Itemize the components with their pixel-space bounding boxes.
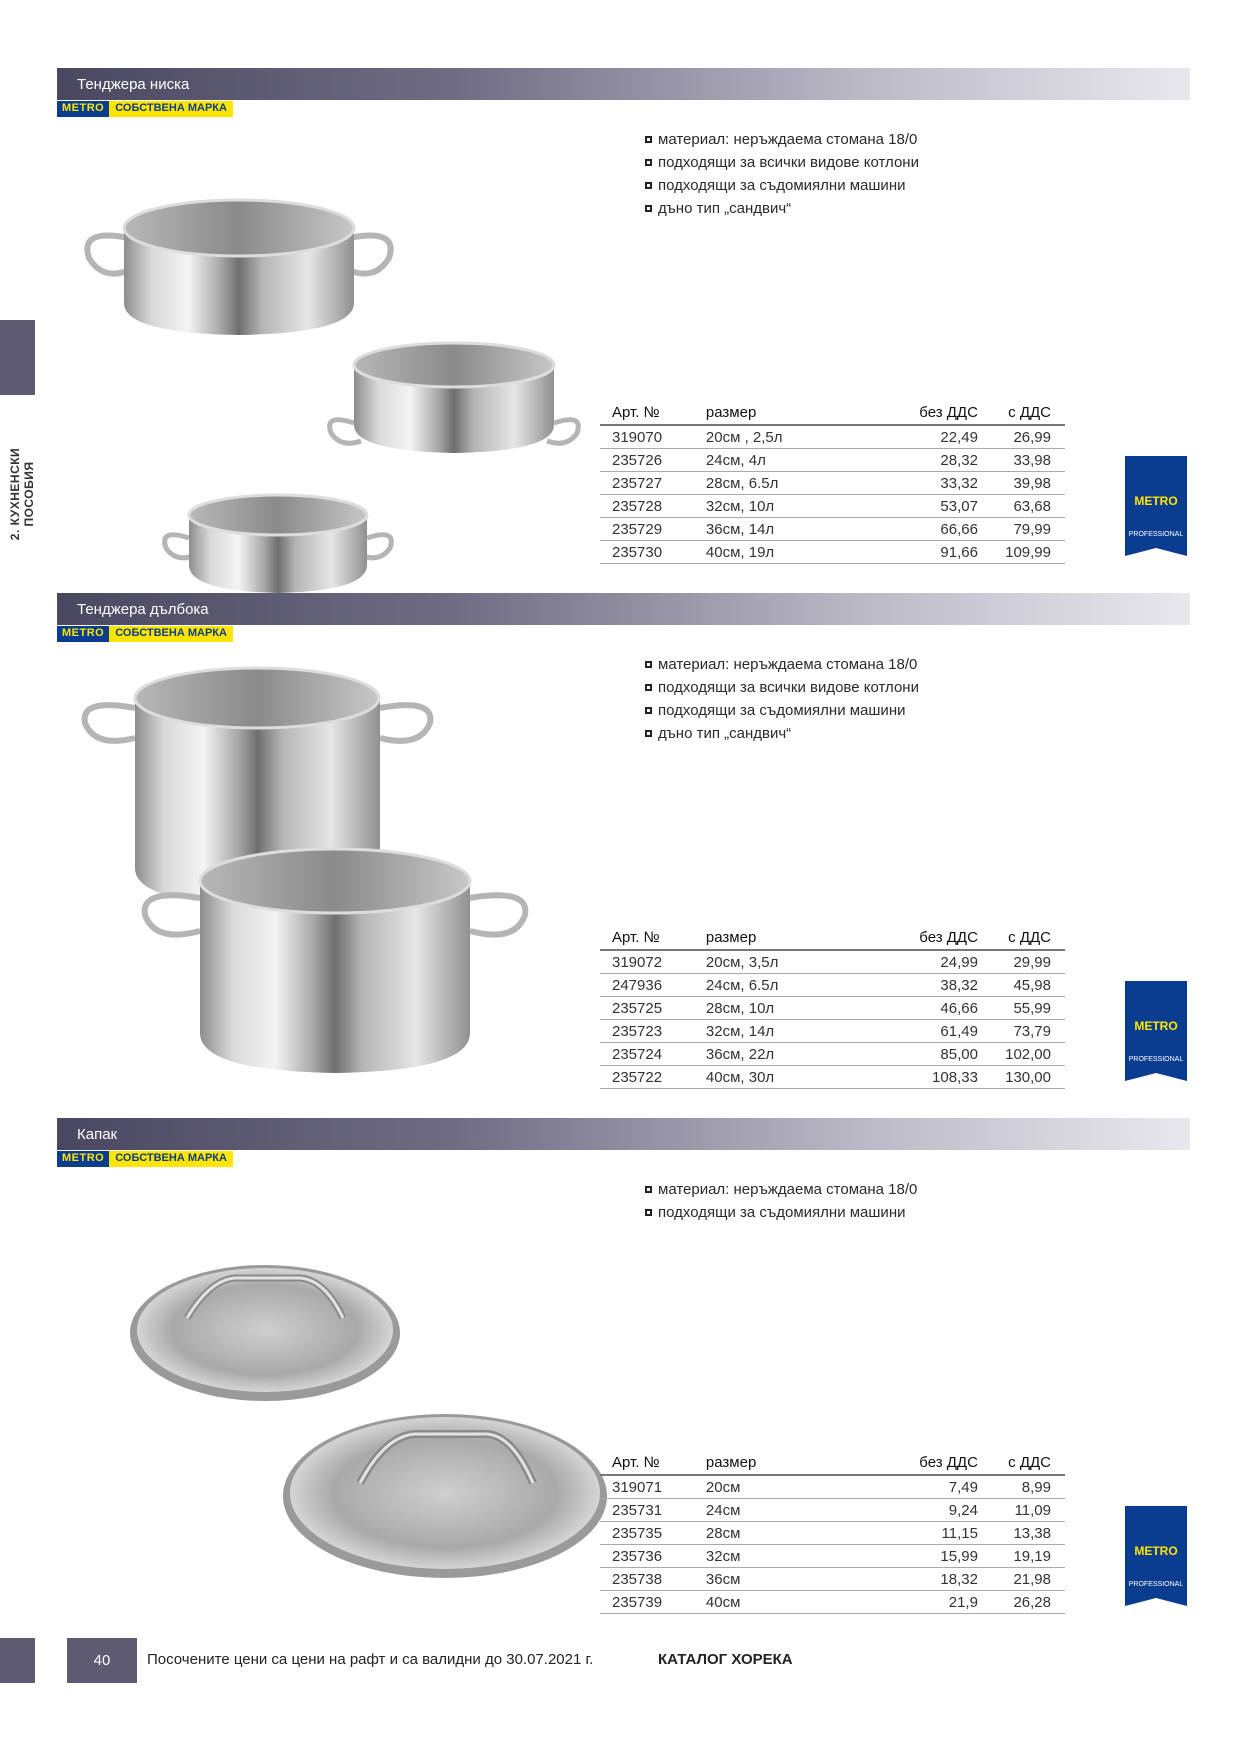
cell-net: 38,32 xyxy=(889,974,978,997)
feature-list xyxy=(645,1178,917,1224)
cell-gross: 39,98 xyxy=(978,472,1065,495)
section-lid xyxy=(55,1118,1190,1643)
cell-size: 20см , 2,5л xyxy=(694,425,889,449)
footer-price-note: Посочените цени са цени на рафт и са валидни до 30.07.2021 г. xyxy=(147,1651,594,1668)
bullet-icon xyxy=(645,1186,652,1193)
feature-item xyxy=(645,151,919,174)
table-row xyxy=(600,1499,1065,1522)
table-row xyxy=(600,1043,1065,1066)
table-row xyxy=(600,518,1065,541)
table-row xyxy=(600,1568,1065,1591)
lid-image xyxy=(115,1258,615,1598)
feature-text: подходящи за всички видове котлони xyxy=(658,679,919,696)
metro-professional-tag xyxy=(1125,981,1187,1086)
cell-art: 235722 xyxy=(600,1066,694,1089)
feature-text: подходящи за съдомиялни машини xyxy=(658,702,906,719)
cell-art: 235730 xyxy=(600,541,694,564)
cell-gross: 130,00 xyxy=(978,1066,1065,1089)
feature-list xyxy=(645,128,919,220)
cell-size: 32см, 14л xyxy=(694,1020,889,1043)
bullet-icon xyxy=(645,182,652,189)
cell-size: 20см, 3,5л xyxy=(694,950,889,974)
section-deep-pot xyxy=(55,593,1190,1118)
feature-text: дъно тип „сандвич“ xyxy=(658,725,792,742)
cell-art: 235735 xyxy=(600,1522,694,1545)
cell-net: 33,32 xyxy=(889,472,978,495)
cell-gross: 21,98 xyxy=(978,1568,1065,1591)
cell-gross: 73,79 xyxy=(978,1020,1065,1043)
bullet-icon xyxy=(645,707,652,714)
cell-art: 235726 xyxy=(600,449,694,472)
feature-item xyxy=(645,699,919,722)
feature-text: подходящи за съдомиялни машини xyxy=(658,1204,906,1221)
cell-size: 36см, 22л xyxy=(694,1043,889,1066)
cell-art: 235723 xyxy=(600,1020,694,1043)
cell-art: 247936 xyxy=(600,974,694,997)
section-header xyxy=(57,593,1190,625)
cell-gross: 102,00 xyxy=(978,1043,1065,1066)
bullet-icon xyxy=(645,730,652,737)
bullet-icon xyxy=(645,1209,652,1216)
feature-text: материал: неръждаема стомана 18/0 xyxy=(658,131,918,148)
table-row xyxy=(600,1020,1065,1043)
cell-art: 235724 xyxy=(600,1043,694,1066)
column-header-art: Арт. № xyxy=(600,1451,694,1475)
metro-brand-label: METRO xyxy=(57,1151,109,1167)
cell-gross: 13,38 xyxy=(978,1522,1065,1545)
cell-size: 40см, 19л xyxy=(694,541,889,564)
own-brand-label: СОБСТВЕНА МАРКА xyxy=(109,626,233,642)
cell-gross: 63,68 xyxy=(978,495,1065,518)
section-title: Тенджера дълбока xyxy=(77,601,209,618)
cell-net: 9,24 xyxy=(889,1499,978,1522)
own-brand-badge xyxy=(57,1151,233,1167)
cell-gross: 26,99 xyxy=(978,425,1065,449)
table-row xyxy=(600,449,1065,472)
cell-art: 235725 xyxy=(600,997,694,1020)
sidebar-tab xyxy=(0,320,35,395)
sidebar-section-label: 2. КУХНЕНСКИ ПОСОБИЯ xyxy=(8,447,36,541)
cell-gross: 11,09 xyxy=(978,1499,1065,1522)
table-header-row xyxy=(600,1451,1065,1475)
price-table xyxy=(600,1451,1065,1614)
cell-net: 85,00 xyxy=(889,1043,978,1066)
metro-logo-text: METRO xyxy=(1134,1019,1178,1033)
cell-gross: 29,99 xyxy=(978,950,1065,974)
column-header-net: без ДДС xyxy=(889,1451,978,1475)
cell-art: 235731 xyxy=(600,1499,694,1522)
feature-item xyxy=(645,128,919,151)
own-brand-badge xyxy=(57,101,233,117)
cell-size: 32см xyxy=(694,1545,889,1568)
metro-brand-label: METRO xyxy=(57,626,109,642)
cell-gross: 55,99 xyxy=(978,997,1065,1020)
cell-size: 28см, 6.5л xyxy=(694,472,889,495)
section-header xyxy=(57,1118,1190,1150)
section-title: Тенджера ниска xyxy=(77,76,190,93)
metro-professional-text: PROFESSIONAL xyxy=(1128,531,1184,538)
cell-net: 22,49 xyxy=(889,425,978,449)
table-row xyxy=(600,974,1065,997)
table-row xyxy=(600,1591,1065,1614)
cell-gross: 79,99 xyxy=(978,518,1065,541)
cell-net: 53,07 xyxy=(889,495,978,518)
metro-logo-text: METRO xyxy=(1134,1544,1178,1558)
table-row xyxy=(600,997,1065,1020)
cell-gross: 33,98 xyxy=(978,449,1065,472)
price-table xyxy=(600,926,1065,1089)
cell-size: 28см, 10л xyxy=(694,997,889,1020)
section-header xyxy=(57,68,1190,100)
cell-net: 61,49 xyxy=(889,1020,978,1043)
table-row xyxy=(600,1475,1065,1499)
cell-size: 40см xyxy=(694,1591,889,1614)
bullet-icon xyxy=(645,159,652,166)
cell-net: 28,32 xyxy=(889,449,978,472)
cell-gross: 45,98 xyxy=(978,974,1065,997)
bullet-icon xyxy=(645,205,652,212)
own-brand-label: СОБСТВЕНА МАРКА xyxy=(109,101,233,117)
column-header-net: без ДДС xyxy=(889,926,978,950)
feature-item xyxy=(645,676,919,699)
feature-text: подходящи за съдомиялни машини xyxy=(658,177,906,194)
metro-professional-tag xyxy=(1125,456,1187,561)
cell-art: 319071 xyxy=(600,1475,694,1499)
cell-art: 319070 xyxy=(600,425,694,449)
cell-size: 24см xyxy=(694,1499,889,1522)
column-header-size: размер xyxy=(694,401,889,425)
column-header-art: Арт. № xyxy=(600,926,694,950)
cell-art: 235729 xyxy=(600,518,694,541)
cell-net: 18,32 xyxy=(889,1568,978,1591)
cell-art: 235727 xyxy=(600,472,694,495)
cell-gross: 19,19 xyxy=(978,1545,1065,1568)
cell-size: 20см xyxy=(694,1475,889,1499)
cell-size: 32см, 10л xyxy=(694,495,889,518)
column-header-net: без ДДС xyxy=(889,401,978,425)
metro-brand-label: METRO xyxy=(57,101,109,117)
metro-professional-text: PROFESSIONAL xyxy=(1128,1056,1184,1063)
cell-net: 11,15 xyxy=(889,1522,978,1545)
cell-art: 235738 xyxy=(600,1568,694,1591)
table-row xyxy=(600,472,1065,495)
footer-catalog-title: КАТАЛОГ ХОРЕКА xyxy=(658,1651,793,1668)
cell-size: 36см xyxy=(694,1568,889,1591)
table-row xyxy=(600,1545,1065,1568)
column-header-gross: с ДДС xyxy=(978,926,1065,950)
footer-tab xyxy=(0,1638,35,1683)
feature-item xyxy=(645,1178,917,1201)
feature-text: материал: неръждаема стомана 18/0 xyxy=(658,1181,918,1198)
cell-net: 15,99 xyxy=(889,1545,978,1568)
feature-text: дъно тип „сандвич“ xyxy=(658,200,792,217)
table-row xyxy=(600,495,1065,518)
feature-item xyxy=(645,174,919,197)
section-low-pot xyxy=(55,68,1190,593)
metro-professional-tag xyxy=(1125,1506,1187,1611)
cell-net: 7,49 xyxy=(889,1475,978,1499)
column-header-gross: с ДДС xyxy=(978,1451,1065,1475)
price-table xyxy=(600,401,1065,564)
bullet-icon xyxy=(645,684,652,691)
table-row xyxy=(600,1522,1065,1545)
cell-size: 24см, 6.5л xyxy=(694,974,889,997)
feature-text: материал: неръждаема стомана 18/0 xyxy=(658,656,918,673)
cell-net: 108,33 xyxy=(889,1066,978,1089)
column-header-size: размер xyxy=(694,926,889,950)
feature-list xyxy=(645,653,919,745)
cell-net: 66,66 xyxy=(889,518,978,541)
table-row xyxy=(600,1066,1065,1089)
cell-net: 46,66 xyxy=(889,997,978,1020)
section-title: Капак xyxy=(77,1126,118,1143)
cell-net: 91,66 xyxy=(889,541,978,564)
metro-logo-text: METRO xyxy=(1134,494,1178,508)
cell-net: 24,99 xyxy=(889,950,978,974)
feature-text: подходящи за всички видове котлони xyxy=(658,154,919,171)
feature-item xyxy=(645,653,919,676)
feature-item xyxy=(645,1201,917,1224)
cell-size: 36см, 14л xyxy=(694,518,889,541)
table-row xyxy=(600,950,1065,974)
cell-size: 40см, 30л xyxy=(694,1066,889,1089)
column-header-art: Арт. № xyxy=(600,401,694,425)
cell-art: 235736 xyxy=(600,1545,694,1568)
deep-pot-image xyxy=(75,653,595,1093)
bullet-icon xyxy=(645,136,652,143)
cell-gross: 26,28 xyxy=(978,1591,1065,1614)
metro-professional-text: PROFESSIONAL xyxy=(1128,1581,1184,1588)
cell-size: 24см, 4л xyxy=(694,449,889,472)
cell-art: 235739 xyxy=(600,1591,694,1614)
bullet-icon xyxy=(645,661,652,668)
feature-item xyxy=(645,722,919,745)
cell-gross: 8,99 xyxy=(978,1475,1065,1499)
column-header-gross: с ДДС xyxy=(978,401,1065,425)
table-header-row xyxy=(600,401,1065,425)
own-brand-badge xyxy=(57,626,233,642)
cell-size: 28см xyxy=(694,1522,889,1545)
feature-item xyxy=(645,197,919,220)
cell-art: 235728 xyxy=(600,495,694,518)
table-row xyxy=(600,541,1065,564)
cell-gross: 109,99 xyxy=(978,541,1065,564)
column-header-size: размер xyxy=(694,1451,889,1475)
cell-net: 21,9 xyxy=(889,1591,978,1614)
low-pot-image xyxy=(69,143,609,613)
cell-art: 319072 xyxy=(600,950,694,974)
page-number: 40 xyxy=(67,1638,137,1683)
table-row xyxy=(600,425,1065,449)
own-brand-label: СОБСТВЕНА МАРКА xyxy=(109,1151,233,1167)
table-header-row xyxy=(600,926,1065,950)
